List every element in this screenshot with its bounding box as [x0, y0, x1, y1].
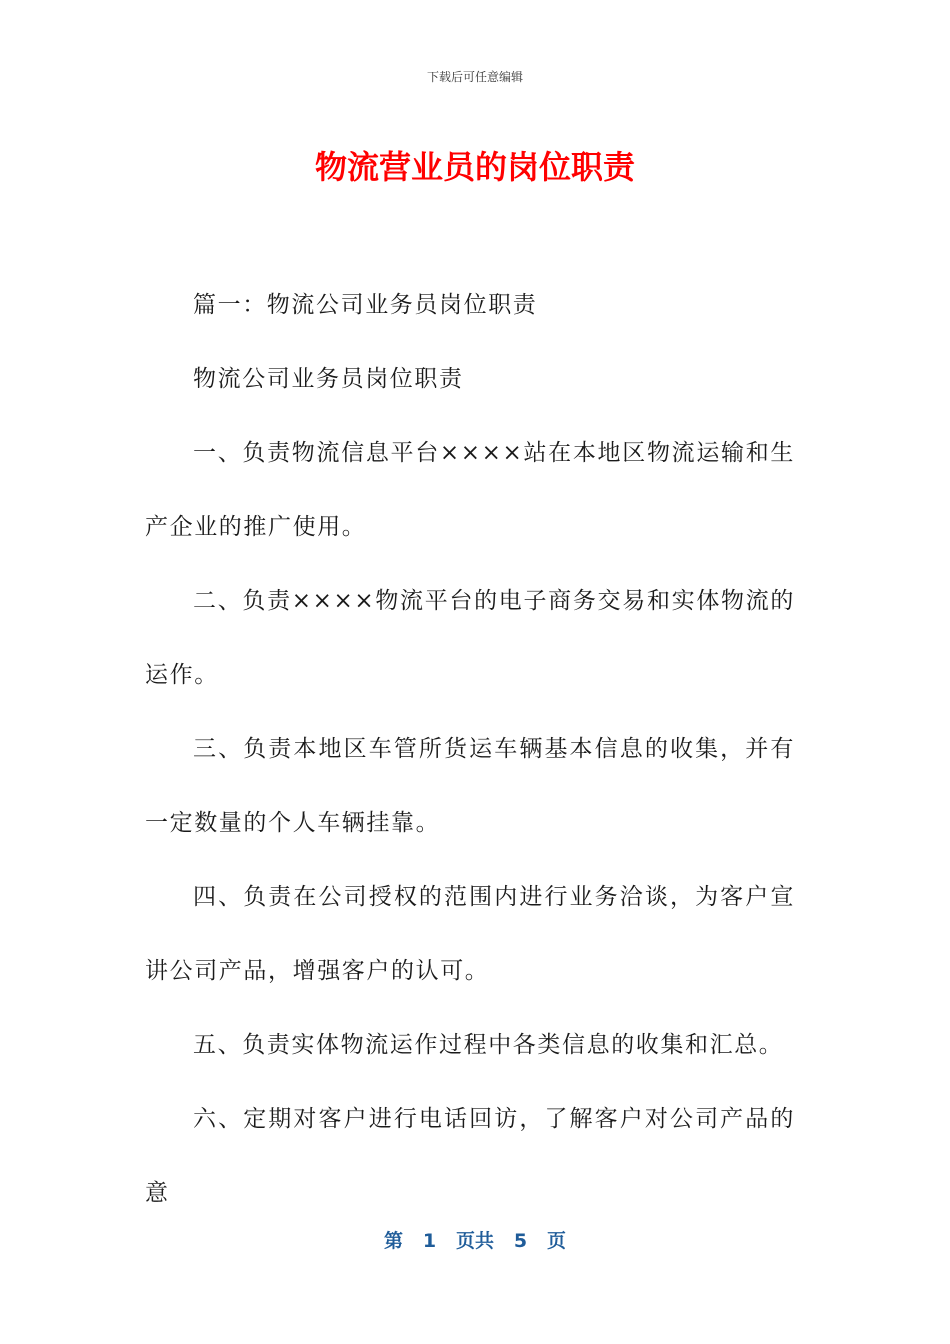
footer-page-prefix: 第 [384, 1230, 404, 1252]
paragraph-section-heading: 篇一：物流公司业务员岗位职责 [193, 292, 538, 318]
paragraph-item-2: 二、负责××××物流平台的电子商务交易和实体物流的运作。 [145, 588, 795, 688]
paragraph-item-1: 一、负责物流信息平台××××站在本地区物流运输和生产企业的推广使用。 [145, 440, 795, 540]
page-footer [0, 1226, 950, 1253]
document-title: 物流营业员的岗位职责 [314, 148, 635, 186]
paragraph-item-5: 五、负责实体物流运作过程中各类信息的收集和汇总。 [193, 1032, 784, 1058]
document-body [145, 268, 795, 1230]
header-note: 下载后可任意编辑 [426, 70, 523, 84]
footer-page-number: 1 [422, 1230, 437, 1252]
footer-page-middle: 页共 [455, 1230, 494, 1252]
paragraph-subtitle: 物流公司业务员岗位职责 [193, 366, 464, 392]
paragraph-item-4: 四、负责在公司授权的范围内进行业务洽谈，为客户宣讲公司产品，增强客户的认可。 [145, 884, 795, 984]
footer-page-total: 5 [513, 1230, 528, 1252]
paragraph-item-6: 六、定期对客户进行电话回访，了解客户对公司产品的意 [145, 1106, 795, 1206]
paragraph-item-3: 三、负责本地区车管所货运车辆基本信息的收集，并有一定数量的个人车辆挂靠。 [145, 736, 795, 836]
footer-page-suffix: 页 [546, 1230, 566, 1252]
